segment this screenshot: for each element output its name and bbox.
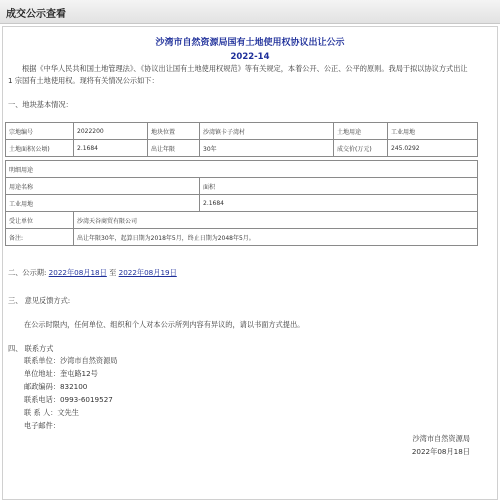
table-row [6, 161, 478, 178]
header-bar [0, 0, 500, 24]
footer-date: 2022年08月18日 [411, 447, 470, 456]
remark-label: 备注: [6, 229, 74, 246]
price-value: 245.0292 [388, 140, 478, 157]
intro-line-1 [22, 64, 468, 74]
intro-line-2 [8, 76, 159, 86]
parcel-no-value: 2022200 [74, 123, 148, 140]
section1-title: 一、地块基本情况： [8, 100, 73, 109]
publicity-start-date[interactable]: 2022年08月18日 [48, 268, 107, 277]
publicity-end-date[interactable]: 2022年08月19日 [118, 268, 177, 277]
location-value: 沙湾镇卡子湾村 [200, 123, 334, 140]
contact-postcode: 邮政编码：832100 [24, 382, 88, 391]
contact-email: 电子邮件： [24, 421, 60, 430]
term-value: 30年 [200, 140, 334, 157]
land-table [5, 122, 478, 246]
section3-title: 三、 意见反馈方式: [8, 296, 71, 305]
contact-person: 联 系 人：文先生 [24, 408, 79, 417]
intro-text-2: 宗国有土地使用权。现将有关情况公示如下： [14, 76, 159, 85]
detail-use-header: 用途名称 [6, 178, 200, 195]
notice-frame [2, 26, 498, 500]
use-label: 土地用途 [334, 123, 388, 140]
notice-number: 2022-14 [230, 52, 270, 62]
use-value: 工业用地 [388, 123, 478, 140]
buyer-label: 受让单位 [6, 212, 74, 229]
detail-area-value: 2.1684 [200, 195, 478, 212]
location-label: 地块位置 [148, 123, 200, 140]
table-row [6, 195, 478, 212]
parcel-no-label: 宗地编号 [6, 123, 74, 140]
publicity-to: 至 [109, 268, 117, 277]
table-row [6, 229, 478, 246]
table-row [6, 140, 478, 157]
footer-org: 沙湾市自然资源局 [412, 434, 470, 443]
table-row [6, 212, 478, 229]
area-value: 2.1684 [74, 140, 148, 157]
section4-title: 四、 联系方式 [8, 344, 54, 353]
section2-title: 二、公示期: [8, 268, 47, 277]
price-label: 成交价(万元) [334, 140, 388, 157]
section3-body: 在公示时限内，任何单位、组织和个人对本公示所列内容有异议的，请以书面方式提出。 [24, 320, 305, 329]
detail-area-header: 面积 [200, 178, 478, 195]
detail-use-label: 明细用途 [6, 161, 478, 178]
table-row [6, 123, 478, 140]
area-label: 土地面积(公顷) [6, 140, 74, 157]
notice-title: 沙湾市自然资源局国有土地使用权协议出让公示 [155, 38, 345, 48]
term-label: 出让年限 [148, 140, 200, 157]
header-title: 成交公示查看 [6, 9, 66, 20]
intro-text-1: 根据《中华人民共和国土地管理法》、《协议出让国有土地使用权规范》等有关规定，本着公开、公正、公平的原则。我局于拟以协议方式出让 [22, 64, 468, 73]
table-row [6, 178, 478, 195]
section2-line [8, 268, 177, 278]
contact-unit: 联系单位：沙湾市自然资源局 [24, 356, 118, 365]
contact-phone: 联系电话：0993-6019527 [24, 395, 113, 404]
intro-count: 1 [8, 76, 13, 85]
remark-value: 出让年限30年，起算日期为2018年5月，终止日期为2048年5月。 [74, 229, 478, 246]
detail-use-value: 工业用地 [6, 195, 200, 212]
contact-address: 单位地址：奎屯路12号 [24, 369, 98, 378]
buyer-value: 沙湾天谷商贸有限公司 [74, 212, 478, 229]
